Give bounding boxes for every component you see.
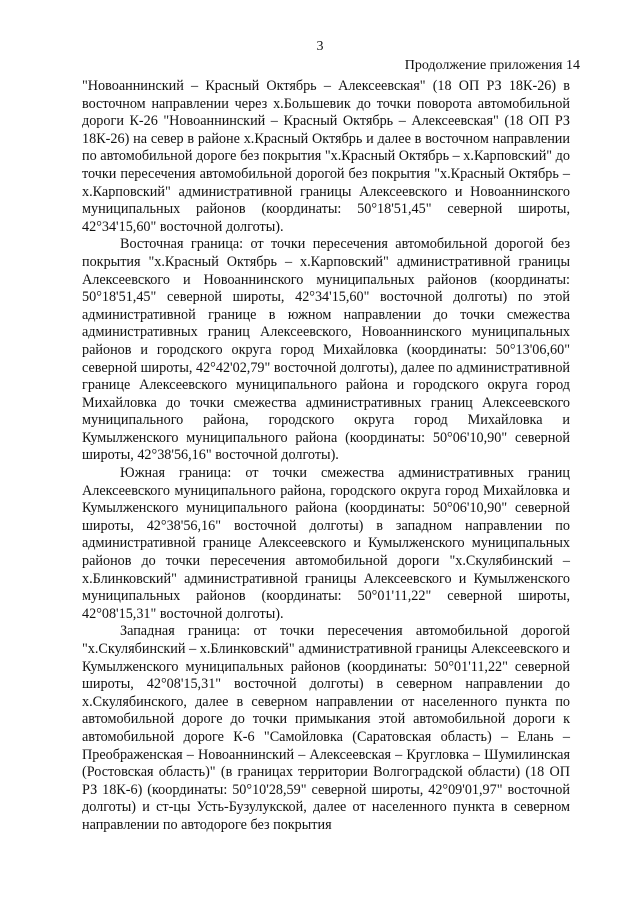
paragraph-western-border: Западная граница: от точки пересечения автомобильной дорогой "х.Скулябинский – х.Блинковский" административной границы Алексеевского и Кумылженского муниципальных районов (координаты: 50°01'11,22" северной широты, 42°08'15,31" восточной долготы) в северном направлении до х.Скулябинского, далее в северном направлении от населенного пункта по автомобильной дороге до точки примыкания этой автомобильной дороги к автомобильной дороге К-6 "Самойловка (Саратовская область) – Елань – Преображенская – Новоаннинский – Алексеевская – Кругловка – Шумилинская (Ростовская область)" (в границах территории Волгоградской области) (18 ОП РЗ 18К-6) (координаты: 50°10'28,59" северной широты, 42°09'01,97" восточной долготы) и ст-цы Усть-Бузулукской, далее от населенного пункта в северном направлении по автодороге без покрытия [82,623,570,833]
paragraph-eastern-border: Восточная граница: от точки пересечения автомобильной дорогой без покрытия "х.Красный Октябрь – х.Карповский" административной границы Алексеевского и Новоаннинского муниципальных районов (координаты: 50°18'51,45" северной широты, 42°34'15,60" восточной долготы) по этой административной границе в южном направлении до точки смежества административных границ Алексеевского, Новоаннинского муниципальных районов и городского округа город Михайловка (координаты: 50°13'06,60" северной широты, 42°42'02,79" восточной долготы), далее по административной границе Алексеевского муниципального района и городского округа город Михайловка до точки смежества административных границ Алексеевского муниципального района, городского округа город Михайловка и Кумылженского муниципального района (координаты: 50°06'10,90" северной широты, 42°38'56,16" восточной долготы). [82,236,570,464]
page-number: 3 [316,39,324,54]
paragraph-route-continuation: "Новоаннинский – Красный Октябрь – Алексеевская" (18 ОП РЗ 18К-26) в восточном направлении через х.Большевик до точки поворота автомобильной дороги К-26 "Новоаннинский – Красный Октябрь – Алексеевская" (18 ОП РЗ 18К-26) на север в районе х.Красный Октябрь и далее в восточном направлении по автомобильной дороге без покрытия "х.Красный Октябрь – х.Карповский" до точки пересечения автомобильной дорогой без покрытия "х.Красный Октябрь – х.Карповский" административной границы Алексеевского и Новоаннинского муниципальных районов (координаты: 50°18'51,45" северной широты, 42°34'15,60" восточной долготы). [82,78,570,235]
appendix-continuation-note: Продолжение приложения 14 [404,58,580,73]
document-body [82,78,570,835]
paragraph-southern-border: Южная граница: от точки смежества административных границ Алексеевского муниципального района, городского округа город Михайловка и Кумылженского муниципального района (координаты: 50°06'10,90" северной широты, 42°38'56,16" восточной долготы) в западном направлении по административной границе Алексеевского и Кумылженского муниципальных районов до точки пересечения автомобильной дороги "х.Скулябинский – х.Блинковский" административной границы Алексеевского и Кумылженского муниципальных районов (координаты: 50°01'11,22" северной широты, 42°08'15,31" восточной долготы). [82,465,570,622]
